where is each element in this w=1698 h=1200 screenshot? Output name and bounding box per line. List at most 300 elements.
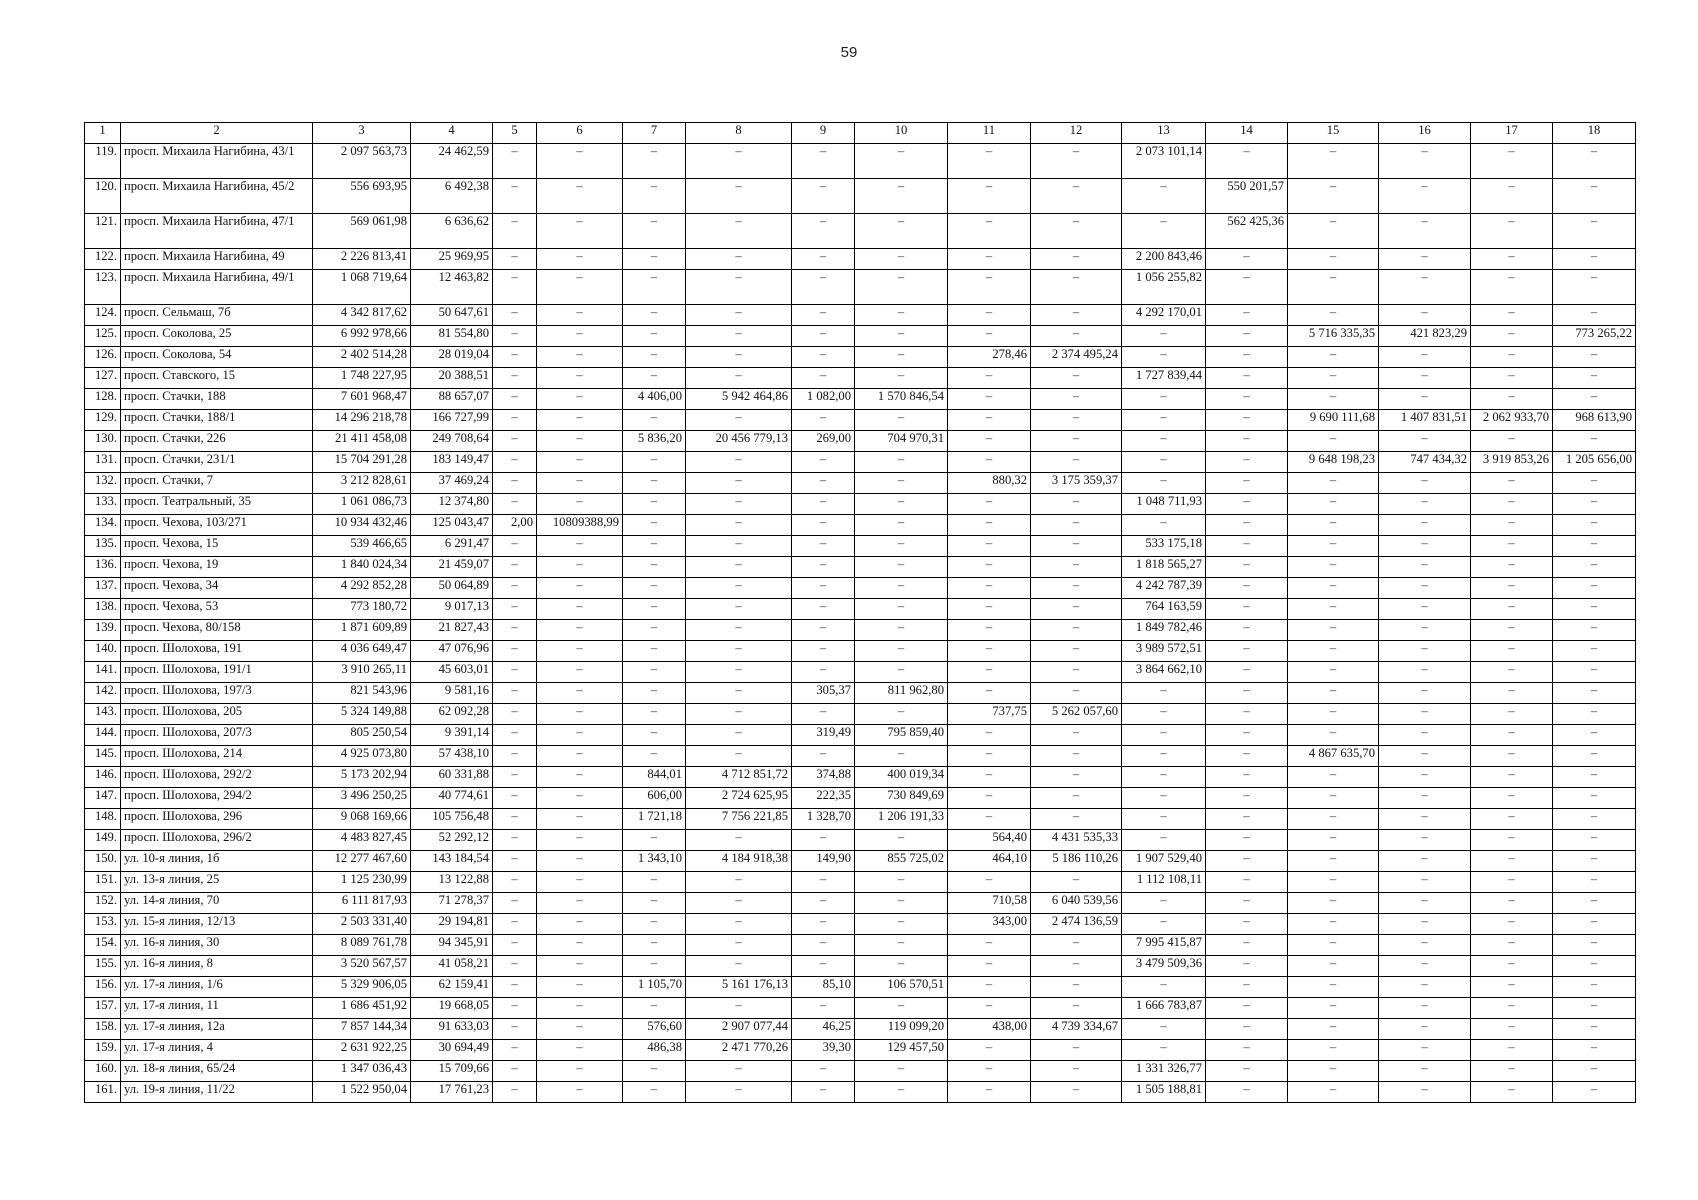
value-cell: 85,10 [792, 977, 855, 998]
value-cell: – [537, 431, 623, 452]
value-cell: – [1031, 214, 1122, 249]
value-cell: – [1206, 935, 1288, 956]
value-cell: – [948, 809, 1031, 830]
value-cell: – [537, 620, 623, 641]
value-cell: – [623, 368, 686, 389]
value-cell: – [686, 725, 792, 746]
row-number-cell: 121. [85, 214, 121, 249]
value-cell: 1 328,70 [792, 809, 855, 830]
value-cell: – [537, 977, 623, 998]
value-cell: – [623, 872, 686, 893]
table-row [85, 578, 1636, 599]
value-cell: – [1031, 368, 1122, 389]
value-cell: – [537, 683, 623, 704]
value-cell: – [1471, 599, 1553, 620]
value-cell: – [1471, 368, 1553, 389]
value-cell: – [792, 249, 855, 270]
row-number-cell: 139. [85, 620, 121, 641]
value-cell: – [1206, 578, 1288, 599]
row-number-cell: 152. [85, 893, 121, 914]
value-cell: 71 278,37 [411, 893, 493, 914]
value-cell: 5 716 335,35 [1288, 326, 1379, 347]
address-cell: ул. 17-я линия, 1/6 [121, 977, 313, 998]
value-cell: – [792, 557, 855, 578]
value-cell: – [623, 179, 686, 214]
value-cell: – [537, 389, 623, 410]
value-cell: – [623, 998, 686, 1019]
value-cell: – [792, 746, 855, 767]
table-row [85, 214, 1636, 249]
value-cell: – [1122, 704, 1206, 725]
row-number-cell: 130. [85, 431, 121, 452]
value-cell: – [686, 578, 792, 599]
value-cell: – [1206, 809, 1288, 830]
value-cell: 1 407 831,51 [1379, 410, 1471, 431]
table-row [85, 431, 1636, 452]
value-cell: – [1379, 557, 1471, 578]
table-row [85, 305, 1636, 326]
value-cell: – [855, 452, 948, 473]
address-cell: просп. Стачки, 188/1 [121, 410, 313, 431]
value-cell: – [493, 431, 537, 452]
value-cell: – [855, 347, 948, 368]
value-cell: – [1553, 683, 1636, 704]
value-cell: – [623, 144, 686, 179]
value-cell: – [1206, 746, 1288, 767]
value-cell: – [1553, 1040, 1636, 1061]
value-cell: – [623, 214, 686, 249]
value-cell: – [537, 935, 623, 956]
value-cell: – [1031, 1082, 1122, 1103]
value-cell: – [1031, 683, 1122, 704]
address-cell: просп. Чехова, 34 [121, 578, 313, 599]
value-cell: – [1553, 389, 1636, 410]
value-cell: – [1288, 536, 1379, 557]
value-cell: 47 076,96 [411, 641, 493, 662]
value-cell: 2 474 136,59 [1031, 914, 1122, 935]
value-cell: – [493, 956, 537, 977]
value-cell: – [1553, 1061, 1636, 1082]
value-cell: – [1288, 270, 1379, 305]
value-cell: – [1288, 389, 1379, 410]
value-cell: – [855, 1061, 948, 1082]
row-number-cell: 127. [85, 368, 121, 389]
row-number-cell: 119. [85, 144, 121, 179]
value-cell: – [537, 410, 623, 431]
value-cell: – [1031, 662, 1122, 683]
value-cell: – [1471, 578, 1553, 599]
value-cell: – [948, 452, 1031, 473]
address-cell: просп. Шолохова, 296/2 [121, 830, 313, 851]
row-number-cell: 156. [85, 977, 121, 998]
value-cell: – [686, 893, 792, 914]
value-cell: – [537, 1061, 623, 1082]
value-cell: – [1288, 998, 1379, 1019]
value-cell: – [537, 662, 623, 683]
value-cell: – [1031, 767, 1122, 788]
value-cell: 6 111 817,93 [313, 893, 411, 914]
table-row [85, 830, 1636, 851]
address-cell: просп. Михаила Нагибина, 49/1 [121, 270, 313, 305]
value-cell: – [1379, 249, 1471, 270]
value-cell: – [1379, 144, 1471, 179]
value-cell: – [1379, 368, 1471, 389]
value-cell: – [623, 704, 686, 725]
row-number-cell: 154. [85, 935, 121, 956]
value-cell: – [686, 144, 792, 179]
value-cell: – [1288, 641, 1379, 662]
value-cell: – [792, 872, 855, 893]
value-cell: – [1206, 620, 1288, 641]
value-cell: – [1288, 662, 1379, 683]
value-cell: 9 581,16 [411, 683, 493, 704]
value-cell: 91 633,03 [411, 1019, 493, 1040]
value-cell: – [686, 326, 792, 347]
value-cell: – [1553, 494, 1636, 515]
address-cell: ул. 16-я линия, 8 [121, 956, 313, 977]
column-header: 4 [411, 123, 493, 144]
value-cell: 21 827,43 [411, 620, 493, 641]
value-cell: 4 036 649,47 [313, 641, 411, 662]
value-cell: – [1553, 305, 1636, 326]
value-cell: – [537, 452, 623, 473]
column-header: 11 [948, 123, 1031, 144]
row-number-cell: 123. [85, 270, 121, 305]
value-cell: 249 708,64 [411, 431, 493, 452]
address-cell: просп. Шолохова, 191 [121, 641, 313, 662]
value-cell: – [948, 1061, 1031, 1082]
value-cell: 550 201,57 [1206, 179, 1288, 214]
value-cell: – [1379, 578, 1471, 599]
value-cell: – [493, 767, 537, 788]
column-header: 14 [1206, 123, 1288, 144]
value-cell: – [1206, 1082, 1288, 1103]
value-cell: – [1471, 851, 1553, 872]
value-cell: – [493, 893, 537, 914]
value-cell: – [1553, 515, 1636, 536]
value-cell: – [1206, 914, 1288, 935]
value-cell: 9 017,13 [411, 599, 493, 620]
value-cell: – [537, 746, 623, 767]
value-cell: – [855, 410, 948, 431]
value-cell: – [1122, 893, 1206, 914]
value-cell: – [1206, 662, 1288, 683]
value-cell: – [493, 249, 537, 270]
value-cell: – [1288, 214, 1379, 249]
value-cell: – [855, 368, 948, 389]
value-cell: – [1471, 536, 1553, 557]
value-cell: 28 019,04 [411, 347, 493, 368]
value-cell: – [623, 662, 686, 683]
table-row [85, 270, 1636, 305]
value-cell: 52 292,12 [411, 830, 493, 851]
value-cell: – [1553, 557, 1636, 578]
table-row [85, 914, 1636, 935]
value-cell: 7 857 144,34 [313, 1019, 411, 1040]
value-cell: – [792, 326, 855, 347]
address-cell: просп. Стачки, 7 [121, 473, 313, 494]
value-cell: – [855, 872, 948, 893]
row-number-cell: 135. [85, 536, 121, 557]
value-cell: – [623, 326, 686, 347]
value-cell: 149,90 [792, 851, 855, 872]
address-cell: просп. Шолохова, 197/3 [121, 683, 313, 704]
value-cell: – [1553, 872, 1636, 893]
table-row [85, 956, 1636, 977]
value-cell: 9 690 111,68 [1288, 410, 1379, 431]
value-cell: – [948, 998, 1031, 1019]
row-number-cell: 147. [85, 788, 121, 809]
value-cell: – [537, 767, 623, 788]
value-cell: – [948, 977, 1031, 998]
value-cell: – [1122, 683, 1206, 704]
value-cell: – [493, 641, 537, 662]
value-cell: 1 125 230,99 [313, 872, 411, 893]
value-cell: 3 910 265,11 [313, 662, 411, 683]
address-cell: просп. Шолохова, 214 [121, 746, 313, 767]
value-cell: – [1379, 914, 1471, 935]
value-cell: – [1471, 641, 1553, 662]
value-cell: 1 522 950,04 [313, 1082, 411, 1103]
value-cell: – [1122, 746, 1206, 767]
value-cell: – [792, 641, 855, 662]
value-cell: – [1553, 214, 1636, 249]
value-cell: – [1288, 851, 1379, 872]
value-cell: – [623, 599, 686, 620]
value-cell: 94 345,91 [411, 935, 493, 956]
value-cell: – [1379, 704, 1471, 725]
value-cell: 5 329 906,05 [313, 977, 411, 998]
table-row [85, 144, 1636, 179]
value-cell: – [493, 620, 537, 641]
value-cell: – [1288, 788, 1379, 809]
address-cell: просп. Стачки, 188 [121, 389, 313, 410]
value-cell: – [1379, 1061, 1471, 1082]
value-cell: – [1206, 830, 1288, 851]
value-cell: – [493, 599, 537, 620]
value-cell: 37 469,24 [411, 473, 493, 494]
value-cell: – [623, 914, 686, 935]
value-cell: – [1031, 998, 1122, 1019]
value-cell: – [1379, 431, 1471, 452]
value-cell: – [1288, 830, 1379, 851]
value-cell: – [623, 956, 686, 977]
value-cell: – [1471, 872, 1553, 893]
value-cell: – [1471, 473, 1553, 494]
value-cell: 2 503 331,40 [313, 914, 411, 935]
table-body [85, 144, 1636, 1103]
value-cell: – [1379, 662, 1471, 683]
value-cell: – [1553, 725, 1636, 746]
value-cell: – [1553, 977, 1636, 998]
value-cell: – [1122, 179, 1206, 214]
value-cell: – [537, 956, 623, 977]
value-cell: – [1288, 809, 1379, 830]
address-cell: просп. Шолохова, 205 [121, 704, 313, 725]
value-cell: – [1122, 452, 1206, 473]
value-cell: – [623, 494, 686, 515]
table-row [85, 1061, 1636, 1082]
column-header: 17 [1471, 123, 1553, 144]
value-cell: 1 871 609,89 [313, 620, 411, 641]
address-cell: просп. Ставского, 15 [121, 368, 313, 389]
value-cell: – [855, 473, 948, 494]
value-cell: 562 425,36 [1206, 214, 1288, 249]
value-cell: – [537, 893, 623, 914]
value-cell: – [855, 935, 948, 956]
value-cell: 564,40 [948, 830, 1031, 851]
value-cell: – [1122, 515, 1206, 536]
value-cell: 2 907 077,44 [686, 1019, 792, 1040]
value-cell: – [1471, 144, 1553, 179]
address-cell: просп. Чехова, 103/271 [121, 515, 313, 536]
value-cell: – [948, 578, 1031, 599]
value-cell: – [1471, 914, 1553, 935]
value-cell: – [1206, 494, 1288, 515]
value-cell: – [1031, 746, 1122, 767]
column-header: 2 [121, 123, 313, 144]
row-number-cell: 159. [85, 1040, 121, 1061]
value-cell: – [792, 452, 855, 473]
value-cell: – [1031, 515, 1122, 536]
value-cell: 20 456 779,13 [686, 431, 792, 452]
value-cell: – [686, 515, 792, 536]
value-cell: – [1553, 1082, 1636, 1103]
table-row [85, 893, 1636, 914]
value-cell: 1 666 783,87 [1122, 998, 1206, 1019]
value-cell: – [686, 494, 792, 515]
row-number-cell: 143. [85, 704, 121, 725]
value-cell: – [623, 452, 686, 473]
value-cell: – [537, 809, 623, 830]
row-number-cell: 144. [85, 725, 121, 746]
value-cell: – [855, 326, 948, 347]
value-cell: – [1379, 620, 1471, 641]
value-cell: – [686, 1061, 792, 1082]
value-cell: – [686, 620, 792, 641]
value-cell: – [1122, 431, 1206, 452]
value-cell: 81 554,80 [411, 326, 493, 347]
value-cell: 4 712 851,72 [686, 767, 792, 788]
value-cell: – [1031, 305, 1122, 326]
value-cell: – [1379, 1019, 1471, 1040]
value-cell: – [1031, 599, 1122, 620]
value-cell: – [792, 410, 855, 431]
value-cell: – [1031, 956, 1122, 977]
value-cell: – [792, 473, 855, 494]
row-number-cell: 160. [85, 1061, 121, 1082]
value-cell: – [1288, 578, 1379, 599]
value-cell: – [1031, 249, 1122, 270]
value-cell: – [1553, 179, 1636, 214]
value-cell: – [1288, 494, 1379, 515]
value-cell: 9 391,14 [411, 725, 493, 746]
table-row [85, 347, 1636, 368]
value-cell: – [1471, 830, 1553, 851]
value-cell: – [1553, 473, 1636, 494]
value-cell: – [1553, 851, 1636, 872]
value-cell: – [493, 1019, 537, 1040]
table-row [85, 473, 1636, 494]
row-number-cell: 120. [85, 179, 121, 214]
value-cell: – [1206, 977, 1288, 998]
value-cell: 125 043,47 [411, 515, 493, 536]
value-cell: – [1206, 1061, 1288, 1082]
value-cell: – [1553, 788, 1636, 809]
address-cell: просп. Чехова, 19 [121, 557, 313, 578]
table-row [85, 788, 1636, 809]
value-cell: – [855, 956, 948, 977]
value-cell: – [948, 1082, 1031, 1103]
value-cell: 3 919 853,26 [1471, 452, 1553, 473]
value-cell: 821 543,96 [313, 683, 411, 704]
table-row [85, 1082, 1636, 1103]
value-cell: 2,00 [493, 515, 537, 536]
value-cell: – [686, 305, 792, 326]
value-cell: – [537, 305, 623, 326]
value-cell: 183 149,47 [411, 452, 493, 473]
value-cell: 2 097 563,73 [313, 144, 411, 179]
value-cell: – [493, 1082, 537, 1103]
value-cell: – [792, 347, 855, 368]
value-cell: – [1471, 214, 1553, 249]
table-row [85, 326, 1636, 347]
value-cell: – [1553, 830, 1636, 851]
address-cell: просп. Михаила Нагибина, 49 [121, 249, 313, 270]
value-cell: – [493, 557, 537, 578]
value-cell: – [948, 179, 1031, 214]
value-cell: – [537, 557, 623, 578]
row-number-cell: 136. [85, 557, 121, 578]
value-cell: – [855, 662, 948, 683]
value-cell: 15 704 291,28 [313, 452, 411, 473]
value-cell: 6 636,62 [411, 214, 493, 249]
value-cell: 486,38 [623, 1040, 686, 1061]
value-cell: – [1379, 746, 1471, 767]
address-cell: просп. Шолохова, 191/1 [121, 662, 313, 683]
address-cell: просп. Стачки, 231/1 [121, 452, 313, 473]
value-cell: – [493, 977, 537, 998]
table-row [85, 809, 1636, 830]
value-cell: 39,30 [792, 1040, 855, 1061]
value-cell: 6 992 978,66 [313, 326, 411, 347]
value-cell: 4 739 334,67 [1031, 1019, 1122, 1040]
column-header: 1 [85, 123, 121, 144]
address-cell: просп. Шолохова, 296 [121, 809, 313, 830]
value-cell: – [1379, 515, 1471, 536]
value-cell: 105 756,48 [411, 809, 493, 830]
value-cell: – [623, 347, 686, 368]
value-cell: – [1122, 389, 1206, 410]
value-cell: – [537, 1019, 623, 1040]
value-cell: – [1471, 704, 1553, 725]
value-cell: – [1379, 767, 1471, 788]
value-cell: – [537, 704, 623, 725]
column-header: 7 [623, 123, 686, 144]
value-cell: – [792, 578, 855, 599]
column-header: 6 [537, 123, 623, 144]
value-cell: 556 693,95 [313, 179, 411, 214]
value-cell: – [623, 830, 686, 851]
value-cell: – [948, 431, 1031, 452]
value-cell: – [1379, 893, 1471, 914]
value-cell: – [1288, 473, 1379, 494]
value-cell: – [1553, 998, 1636, 1019]
value-cell: 62 092,28 [411, 704, 493, 725]
value-cell: – [855, 214, 948, 249]
value-cell: – [623, 683, 686, 704]
value-cell: – [537, 725, 623, 746]
